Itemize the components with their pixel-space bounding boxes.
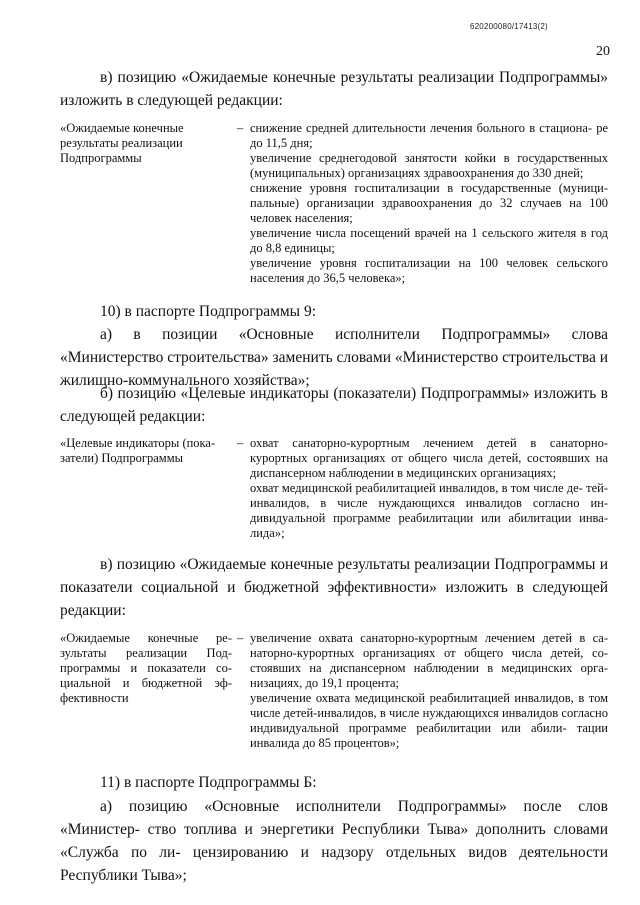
row-items [250, 121, 608, 286]
section-11-title: 11) в паспорте Подпрограммы Б: [100, 774, 317, 791]
list-item: охват санаторно-курортным лечением детей в санаторно- курортных организациях от общего числа детей, состоявших на диспансерном наблюдении в медицинских организациях; [250, 436, 608, 480]
section-10-v: в) позицию «Ожидаемые конечные результаты реализации Подпрограммы и показатели социальной и бюджетной эффективности» изложить в следующей редакции: [60, 556, 608, 619]
section-10-a: а) в позиции «Основные исполнители Подпрограммы» слова «Министерство строительства» заменить словами «Министерство строительства и жилищно-коммунального хозяйства»; [60, 326, 608, 389]
row-label: «Целевые индикаторы (пока- затели) Подпрограммы [60, 436, 216, 465]
section-11-a: а) позицию «Основные исполнители Подпрограммы» после слов «Министер- ство топлива и энергетики Республики Тыва» дополнить словами «Служба по ли- цензированию и надзору отдельных видов деятельности Республики Тыва»; [60, 798, 608, 884]
list-item: увеличение охвата медицинской реабилитацией инвалидов, в том числе детей-инвалидов, в числе нуждающихся инвалидов согласно индивидуальной программе реабилитации или абили- тации инвалида до 85 процентов»; [250, 691, 608, 750]
dash-separator: – [237, 121, 244, 135]
dash-separator: – [237, 631, 244, 645]
list-item: снижение средней длительности лечения больного в стациона- ре до 11,5 дня; [250, 121, 608, 150]
page-number: 20 [596, 44, 610, 59]
document-code: 620200080/17413(2) [470, 22, 548, 31]
list-item: увеличение среднегодовой занятости койки в государственных (муниципальных) организациях здравоохранения до 330 дней; [250, 151, 608, 180]
list-item: снижение уровня госпитализации в государственные (муници- пальные) организации здравоохранения до 32 случаев на 100 человек населения; [250, 181, 608, 225]
dash-separator: – [237, 436, 244, 450]
row-items [250, 436, 608, 541]
section-10-title: 10) в паспорте Подпрограммы 9: [100, 303, 317, 320]
row-items [250, 631, 608, 751]
list-item: увеличение охвата санаторно-курортным лечением детей в са- наторно-курортных организациях от общего числа детей, со- стоявших на диспансерном наблюдении в медицинских орга- низациях, до 19,1 процента; [250, 631, 608, 690]
list-item: увеличение числа посещений врачей на 1 сельского жителя в год до 8,8 единицы; [250, 226, 608, 255]
list-item: увеличение уровня госпитализации на 100 человек сельского населения до 36,5 человека»; [250, 256, 608, 285]
list-item: охват медицинской реабилитацией инвалидов, в том числе де- тей-инвалидов, в числе нуждающихся инвалидов согласно ин- дивидуальной программе реабилитации или абилитации инва- лида»; [250, 481, 608, 540]
row-label: «Ожидаемые конечные результаты реализации Подпрограммы [60, 121, 184, 165]
row-label: «Ожидаемые конечные ре- зультаты реализации Под- программы и показатели со- циальной и бюджетной эф- фективности [60, 631, 232, 705]
section-10-b: б) позицию «Целевые индикаторы (показатели) Подпрограммы» изложить в следующей редакции: [60, 385, 608, 425]
section-v-intro: в) позицию «Ожидаемые конечные результаты реализации Подпрограммы» изложить в следующей редакции: [60, 69, 608, 109]
